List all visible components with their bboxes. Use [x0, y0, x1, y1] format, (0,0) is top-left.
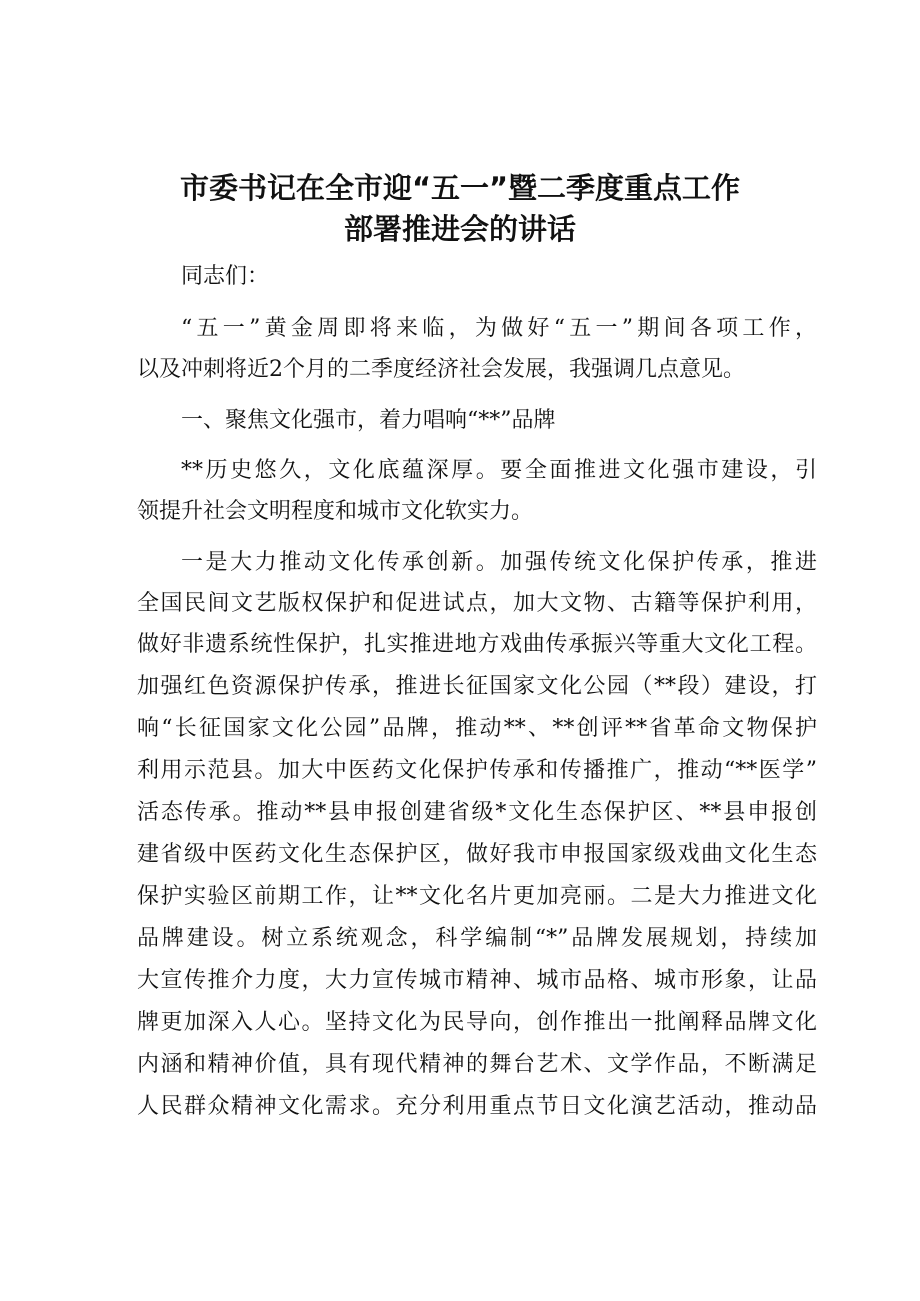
body-line-13: 内涵和精神价值，具有现代精神的舞台艺术、文学作品，不断满足 — [137, 1052, 817, 1077]
intro-line-1: “五一”黄金周即将来临，为做好“五一”期间各项工作， — [181, 316, 817, 341]
body-line-2: 全国民间文艺版权保护和促进试点，加大文物、古籍等保护利用， — [137, 591, 817, 616]
body-line-9: 保护实验区前期工作，让**文化名片更加亮丽。二是大力推进文化 — [137, 884, 817, 909]
document-title-line-1: 市委书记在全市迎“五一”暨二季度重点工作 — [179, 171, 741, 205]
body-line-7: 活态传承。推动**县申报创建省级*文化生态保护区、**县申报创 — [137, 800, 817, 825]
body-line-6: 利用示范县。加大中医药文化保护传承和传播推广，推动“**医学” — [137, 758, 817, 783]
body-line-5: 响“长征国家文化公园”品牌，推动**、**创评**省革命文物保护 — [137, 716, 817, 741]
intro-line-2: 以及冲刺将近2个月的二季度经济社会发展，我强调几点意见。 — [137, 357, 745, 382]
body-line-1: 一是大力推动文化传承创新。加强传统文化保护传承，推进 — [181, 550, 817, 575]
document-title-line-2: 部署推进会的讲话 — [343, 212, 576, 246]
body-line-12: 牌更加深入人心。坚持文化为民导向，创作推出一批阐释品牌文化 — [137, 1010, 817, 1035]
section-1-summary-line-2: 领提升社会文明程度和城市文化软实力。 — [137, 499, 534, 524]
section-1-heading: 一、聚焦文化强市，着力唱响“**”品牌 — [181, 408, 556, 433]
body-line-8: 建省级中医药文化生态保护区，做好我市申报国家级戏曲文化生态 — [137, 842, 817, 867]
body-line-10: 品牌建设。树立系统观念，科学编制“*”品牌发展规划，持续加 — [137, 926, 817, 951]
body-line-4: 加强红色资源保护传承，推进长征国家文化公园（**段）建设，打 — [137, 674, 817, 699]
section-1-summary-line-1: **历史悠久，文化底蕴深厚。要全面推进文化强市建设，引 — [181, 458, 817, 483]
body-line-14: 人民群众精神文化需求。充分利用重点节日文化演艺活动，推动品 — [137, 1094, 817, 1119]
body-line-11: 大宣传推介力度，大力宣传城市精神、城市品格、城市形象，让品 — [137, 968, 817, 993]
body-line-3: 做好非遗系统性保护，扎实推进地方戏曲传承振兴等重大文化工程。 — [137, 632, 817, 657]
salutation: 同志们： — [181, 264, 270, 289]
